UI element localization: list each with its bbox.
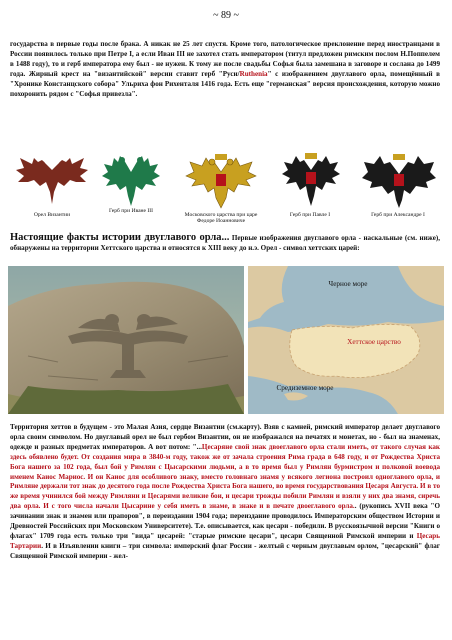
paragraph-hittite-text-3: . И в Изъявлении книги – три символа: имперский флаг России - желтый с черным двуглавым орлом, "цесарский" флаг Священной Римской империи - жел- — [10, 541, 440, 560]
eagle-caption-ivan-iii: Герб при Иване III — [108, 208, 154, 214]
alexander-i-eagle-image — [360, 152, 438, 210]
hittite-kingdom-map — [248, 266, 444, 414]
section-heading-title: Настоящие факты истории двуглавого орла... — [10, 232, 230, 243]
paragraph-hittite-text-1: Территория хеттов в будущем - это Малая Азия, сердце Византии (см.карту). Взяв с камней, римский император делает двуглавого орла своим символом. Но двуглавый орел не был гербом Византии, он не изображался на печатях и монетах, но - был на знаменах, одежде и разных предметах императоров. А вот потом: "... — [10, 423, 440, 451]
paragraph-hittite-text-2: . (рукопись XVII века "О зачинании знак и знамен или прапоров", в переиздании 1904 года; переиздание проводилось Императорским обществом Истории и Древностей Российских при Московском Университете). Т.е. описывается, как цесари - победили. В русскоязычной версии "Книги о флагах" 1709 года есть только три "вида" цесарей: "старые римские цесари", цесари Священной Римской империи и — [10, 502, 440, 540]
byzantine-eagle-image — [12, 152, 92, 210]
eagle-caption-fyodor: Московского царства при царе Федоре Иоанновиче — [184, 212, 258, 225]
eagle-caption-alexander-i: Герб при Александре I — [371, 212, 425, 218]
hittite-kingdom-label: Хеттское царство — [347, 338, 401, 346]
hittite-rock-relief-photo — [8, 266, 244, 414]
page-number: ~ 89 ~ — [213, 10, 239, 21]
black-sea-label: Черное море — [328, 280, 368, 288]
fyodor-eagle-image — [184, 152, 258, 210]
paragraph-intro — [10, 40, 440, 99]
paragraph-intro-text-1: государства в первые годы после брака. А никак не 25 лет спустя. Кроме того, патологическое преклонение перед иностранцами в России появилось только при Петре I, а если Иван III не захотел стать императором (титул предложен римским послом Н.Поппелем в 1488 году), то и герб императора ему был - не нужен. К тому же после свадьбы Софья была замешана в заговоре и сослана до 1499 года. Жирный крест на "византийской" версии ставит герб "Руси/ — [10, 40, 440, 78]
eagle-coats-of-arms-row — [8, 152, 444, 230]
mediterranean-sea-label: Средиземное море — [276, 384, 334, 392]
eagle-caption-paul-i: Герб при Павле I — [289, 212, 331, 218]
ruthenia-highlight: Ruthenia — [239, 69, 268, 78]
ivan-iii-eagle-image — [100, 152, 162, 210]
section-heading-text: Первые изображения двуглавого орла - наскальные (см. ниже), обнаружены на территории Хеттского царства и относятся к XIII веку до н.э. Орел - символ хеттских царей: — [10, 234, 440, 252]
tartaria-highlight: Цесарь Тартарии — [10, 531, 440, 550]
manuscript-quote-highlight: Цесаряне свой знак двоеглавого орла стали иметь, от такого случая как здесь обявлено будет. От создания мира в 3840-м году, також же от зачала строения Рима града в 648 году, и от Рождества Христа Бога нашего за 102 года, был бой у Римлян с Цысарскими людьми, а в то время был у Римлян бурмистром и полковой воевода именем Каиос Мариос. И он Каиос для особливого знаку, вместо головнаго знамя у всякого легиона построил одноглавого орла, и Римляне держали тот знак до десятого года после Рождества Христа Бога нашего, во время государствования Цесаря Августа. И в то же время учинился бой между Римляни и Цесарями великие бои, и цесари трожды побили Римлян и взяли у них два знамя, сиречь два орла. И с того числа начали Цысарине у себя иметь в знаме, в знаке и в печате двоеглавого орла. — [10, 442, 441, 511]
paul-i-eagle-image — [280, 152, 342, 210]
eagle-caption-byzantine: Орел Византии — [33, 212, 71, 218]
paragraph-hittite-history — [10, 423, 440, 562]
paragraph-intro-text-2: " с изображением двуглавого орла, помещённый в "Хронике Констанцского собора" Ульриха фон Рихенталя 1416 года. Есть еще "германская" версия происхождения, которую можно похоронить рядом с "Софья привезла". — [10, 69, 441, 98]
section-heading — [10, 233, 440, 253]
